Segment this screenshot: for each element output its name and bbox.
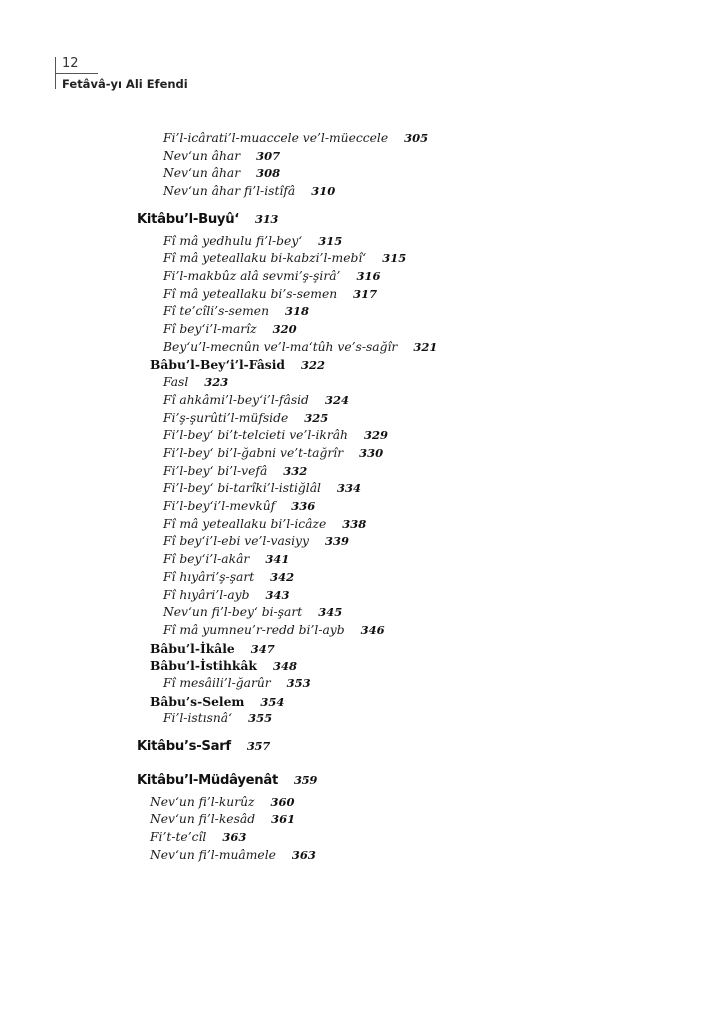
toc-page-number: 313 [255, 211, 279, 226]
toc-entry [163, 149, 280, 163]
toc-page-number: 355 [248, 711, 273, 726]
toc-page-number: 359 [293, 772, 318, 787]
toc-title: Fî te’cîli’s-semen [163, 304, 270, 319]
page-number: 12 [62, 56, 79, 71]
toc-title: Fî mâ yedhulu fi’l-bey‘ [163, 233, 303, 248]
toc-page-number: 320 [272, 322, 297, 336]
toc-page-number: 353 [286, 676, 311, 690]
toc-entry [163, 499, 315, 513]
toc-entry [163, 711, 272, 725]
toc-title: Fi’l-bey‘ bi’t-telcieti ve’l-ikrâh [163, 428, 348, 443]
toc-page-number: 336 [291, 499, 316, 513]
toc-title: Fi’t-te’cîl [150, 829, 207, 844]
toc-entry [163, 411, 328, 425]
toc-kitab-heading [137, 739, 270, 754]
toc-page-number: 308 [256, 166, 281, 181]
toc-entry [163, 446, 383, 460]
toc-page-number: 332 [283, 463, 308, 478]
header-horizontal-rule [55, 73, 98, 74]
toc-page-number: 345 [318, 605, 343, 620]
toc-title: Bâbu’s-Selem [150, 693, 245, 709]
toc-page-number: 325 [304, 410, 329, 425]
toc-bab-heading [150, 694, 284, 709]
toc-page-number: 315 [382, 251, 407, 266]
toc-entry [163, 131, 428, 145]
toc-entry [150, 812, 295, 826]
toc-page-number: 315 [318, 233, 343, 248]
toc-page-number: 343 [265, 587, 290, 602]
toc-title: Nev‘un âhar [163, 166, 241, 181]
toc-title: Fi’l-bey‘ bi-tarîki’l-istiğlâl [163, 481, 321, 496]
toc-title: Nev‘un fi’l-muâmele [150, 847, 276, 862]
toc-title: Fi’l-bey‘ bi’l-vefâ [163, 463, 268, 478]
toc-entry [150, 830, 246, 844]
toc-entry [163, 375, 228, 389]
toc-title: Bâbu’l-İstihkâk [150, 658, 257, 674]
toc-page-number: 341 [265, 552, 290, 567]
toc-entry [150, 795, 295, 809]
toc-title: Fasl [163, 375, 189, 390]
toc-entry [163, 251, 406, 265]
toc-title: Bâbu’l-İkâle [150, 640, 235, 656]
toc-page-number: 318 [285, 304, 310, 319]
toc-page-number: 338 [342, 516, 367, 531]
toc-bab-heading [150, 357, 325, 372]
toc-page-number: 360 [270, 794, 295, 809]
toc-title: Nev‘un fi’l-kurûz [150, 794, 255, 809]
toc-page-number: 361 [271, 812, 296, 827]
toc-title: Kitâbu’s-Sarf [137, 739, 231, 755]
toc-entry [163, 605, 342, 619]
toc-page-number: 363 [291, 847, 316, 862]
toc-title: Fî hıyâri’l-ayb [163, 587, 250, 602]
toc-entry [163, 322, 297, 336]
toc-title: Bâbu’l-Bey‘i’l-Fâsid [150, 357, 285, 373]
toc-entry [163, 340, 437, 354]
toc-title: Fî mâ yeteallaku bi’s-semen [163, 286, 338, 301]
toc-entry [163, 588, 289, 602]
toc-title: Kitâbu’l-Buyû‘ [137, 211, 240, 227]
toc-page-number: 330 [359, 445, 384, 460]
toc-title: Fî bey‘i’l-marîz [163, 322, 257, 336]
toc-entry [163, 269, 380, 283]
toc-title: Fî mesâili’l-ğarûr [163, 676, 271, 690]
toc-bab-heading [150, 641, 275, 656]
toc-title: Fî mâ yeteallaku bi-kabzi’l-mebî‘ [163, 251, 367, 266]
toc-kitab-heading [137, 212, 278, 227]
toc-page-number: 310 [311, 184, 336, 199]
toc-title: Fî mâ yeteallaku bi’l-icâze [163, 516, 327, 531]
toc-entry [163, 184, 335, 198]
toc-entry [163, 517, 366, 531]
toc-title: Nev‘un âhar [163, 148, 241, 163]
book-title: Fetâvâ-yı Ali Efendi [62, 77, 188, 91]
toc-entry [150, 848, 316, 862]
toc-page-number: 334 [337, 481, 362, 496]
toc-title: Nev‘un fi’l-kesâd [150, 812, 256, 827]
toc-page-number: 329 [363, 428, 388, 443]
toc-title: Fi’l-makbûz alâ sevmi’ş-şirâ’ [163, 268, 341, 283]
toc-entry [163, 552, 289, 566]
toc-title: Bey‘u’l-mecnûn ve’l-ma‘tûh ve’s-sağîr [163, 339, 398, 354]
toc-page-number: 316 [356, 268, 381, 283]
toc-kitab-heading [137, 773, 317, 788]
toc-title: Fî bey‘i’l-akâr [163, 552, 250, 567]
toc-entry [163, 623, 385, 637]
toc-page-number: 347 [250, 641, 275, 656]
toc-entry [163, 676, 311, 690]
toc-entry [163, 304, 309, 318]
toc-entry [163, 464, 307, 478]
toc-title: Fî ahkâmi’l-bey‘i’l-fâsid [163, 392, 309, 407]
toc-title: Fî mâ yumneu’r-redd bi’l-ayb [163, 622, 345, 637]
toc-page-number: 307 [256, 148, 281, 163]
toc-title: Kitâbu’l-Müdâyenât [137, 772, 278, 788]
toc-title: Nev‘un fi’l-bey‘ bi-şart [163, 605, 303, 620]
toc-title: Fi’l-icârati’l-muaccele ve’l-müeccele [163, 131, 389, 145]
toc-title: Fi’l-istısnâ‘ [163, 711, 233, 726]
toc-title: Fî hıyâri’ş-şart [163, 569, 255, 584]
toc-page-number: 322 [301, 358, 326, 373]
toc-page-number: 346 [360, 622, 385, 637]
toc-title: Fi’ş-şurûti’l-müfside [163, 410, 289, 425]
toc-title: Fi’l-bey‘i’l-mevkûf [163, 499, 276, 513]
toc-page-number: 339 [324, 534, 349, 549]
toc-page-number: 323 [204, 375, 229, 390]
toc-page-number: 324 [324, 392, 349, 407]
toc-page-number: 321 [413, 339, 438, 354]
toc-entry [163, 393, 349, 407]
toc-page-number: 348 [272, 659, 297, 674]
toc-entry [163, 166, 280, 180]
toc-entry [163, 428, 388, 442]
toc-page-number: 354 [260, 694, 285, 709]
toc-title: Nev‘un âhar fi’l-istîfâ [163, 184, 296, 199]
toc-entry [163, 234, 342, 248]
toc-entry [163, 481, 361, 495]
toc-title: Fî bey‘i’l-ebi ve’l-vasiyy [163, 534, 309, 549]
toc-title: Fi’l-bey‘ bi’l-ğabni ve’t-tağrîr [163, 445, 344, 460]
toc-entry [163, 534, 349, 548]
toc-bab-heading [150, 658, 297, 673]
toc-entry [163, 570, 294, 584]
toc-entry [163, 287, 377, 301]
toc-page-number: 305 [404, 131, 429, 145]
toc-page-number: 342 [270, 569, 295, 584]
toc-page-number: 317 [353, 286, 378, 301]
toc-page-number: 357 [246, 739, 270, 754]
toc-page-number: 363 [222, 829, 247, 844]
